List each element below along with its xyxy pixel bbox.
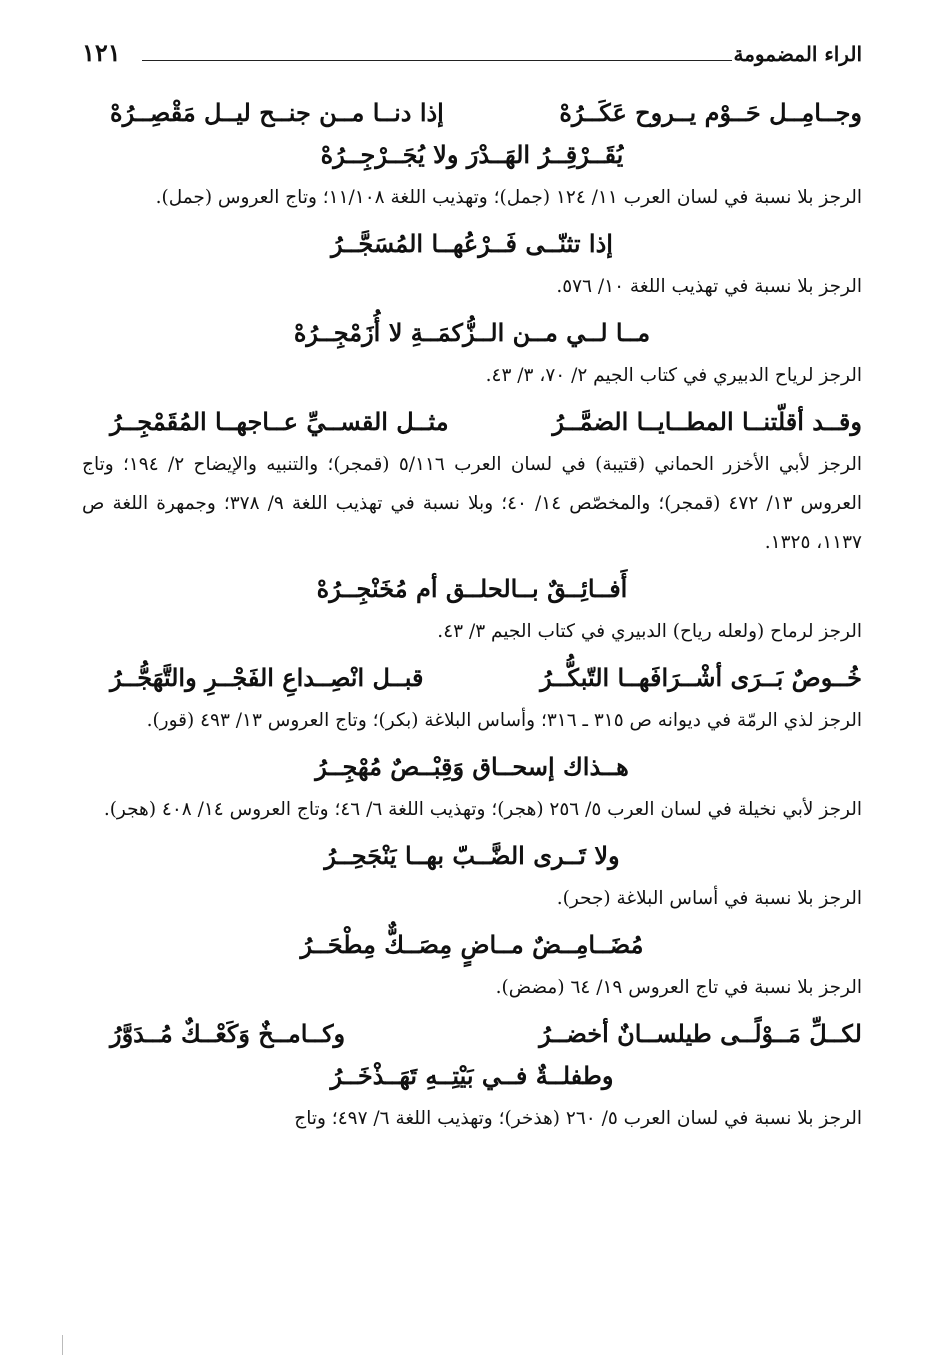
page-header <box>82 38 862 74</box>
verse-hemistich-left: مثــل القســيِّ عــاجهــا المُقَمْجِــرُ <box>110 407 449 436</box>
page-number: ١٢١ <box>82 38 121 67</box>
verse-hemistich-right: خُــوصٌ بَــرَى أشْــرَافَهــا التّبكُّــرُ <box>540 663 862 692</box>
scan-margin-mark <box>62 1335 63 1355</box>
verse-line: وطفلــةٌ فــي بَيْتِــهِ تَهَــذْخَــرُ <box>330 1061 614 1090</box>
verse-line: يُقَــرْقِــرُ الهَــدْرَ ولا يُجَــرْجِــرُهْ <box>320 140 624 169</box>
verse-line <box>82 657 862 699</box>
verse-line: إذا تثنّــى فَــرْعُهــا المُسَجَّــرُ <box>331 229 613 258</box>
verse-line: هــذاك إسحــاق وَقِبْــصٌ مُهْجِــرُ <box>315 752 629 781</box>
citation-note: الرجز بلا نسبة في أساس البلاغة (جحر). <box>556 888 862 909</box>
citation-note: الرجز لرماح (ولعله رياح) الدبيري في كتاب الجيم ٣/ ٤٣. <box>437 621 862 642</box>
verse-hemistich-right: وجــامِــل حَــوْم يــروح عَكَــرُهْ <box>559 98 862 127</box>
citation-note: الرجز بلا نسبة في لسان العرب ١١/ ١٢٤ (جمل)؛ وتهذيب اللغة ١١/١٠٨؛ وتاج العروس (جمل). <box>155 187 862 208</box>
verse-line: أَفــائِــقٌ بــالحلــق أم مُخَنْجِــرُهْ <box>316 574 628 603</box>
verse-hemistich-left: قبــل انْصِــداعِ الفَجْــرِ والتَّهَجُّــرُ <box>110 663 424 692</box>
verse-line: ولا تَــرى الضَّــبّ بهــا يَنْجَحِــرُ <box>324 841 620 870</box>
page-content <box>82 92 862 1144</box>
verse-line <box>82 1013 862 1055</box>
verse-hemistich-right: وقــد أقلّتنــا المطــايــا الضمَّــرُ <box>552 407 862 436</box>
verse-line: مــا لــي مــن الــزُّكمَــةِ لا أُزَمْجِــرُهْ <box>293 318 651 347</box>
citation-note: الرجز بلا نسبة في لسان العرب ٥/ ٢٦٠ (هذخر)؛ وتهذيب اللغة ٦/ ٤٩٧؛ وتاج <box>294 1108 862 1129</box>
verse-line <box>82 92 862 134</box>
citation-note: الرجز بلا نسبة في تاج العروس ١٩/ ٦٤ (مضض). <box>495 977 862 998</box>
citation-note: الرجز بلا نسبة في تهذيب اللغة ١٠/ ٥٧٦. <box>556 276 862 297</box>
verse-line: مُضَــامِــضٌ مــاضٍ مِصَــكٌّ مِطْحَــرُ <box>300 930 644 959</box>
verse-hemistich-left: وكــامــخٌ وَكَعْــكٌ مُــدَوَّرُ <box>110 1019 346 1048</box>
verse-line <box>82 401 862 443</box>
citation-note: الرجز لأبي الأخزر الحماني (قتيبة) في لسان العرب ٥/١١٦ (قمجر)؛ والتنبيه والإيضاح ٢/ ١٩٤؛ وتاج العروس ١٣/ ٤٧٢ (قمجر)؛ والمخصّص ١٤/ ٤٠؛ وبلا نسبة في تهذيب اللغة ٩/ ٣٧٨؛ وجمهرة اللغة ص ١١٣٧، ١٣٢٥. <box>82 454 862 553</box>
header-rule <box>142 60 732 61</box>
citation-note: الرجز لذي الرمّة في ديوانه ص ٣١٥ ـ ٣١٦؛ وأساس البلاغة (بكر)؛ وتاج العروس ١٣/ ٤٩٣ (قور). <box>146 710 862 731</box>
verse-hemistich-left: إذا دنــا مــن جنــح ليــل مَقْصِــرُهْ <box>110 98 444 127</box>
citation-note: الرجز لأبي نخيلة في لسان العرب ٥/ ٢٥٦ (هجر)؛ وتهذيب اللغة ٦/ ٤٦؛ وتاج العروس ١٤/ ٤٠٨ (هجر). <box>103 799 862 820</box>
running-title: الراء المضمومة <box>733 42 862 66</box>
verse-hemistich-right: لكــلِّ مَــوْلًــى طيلســانٌ أخضــرُ <box>539 1019 862 1048</box>
citation-note: الرجز لرياح الدبيري في كتاب الجيم ٢/ ٧٠، ٣/ ٤٣. <box>485 365 862 386</box>
